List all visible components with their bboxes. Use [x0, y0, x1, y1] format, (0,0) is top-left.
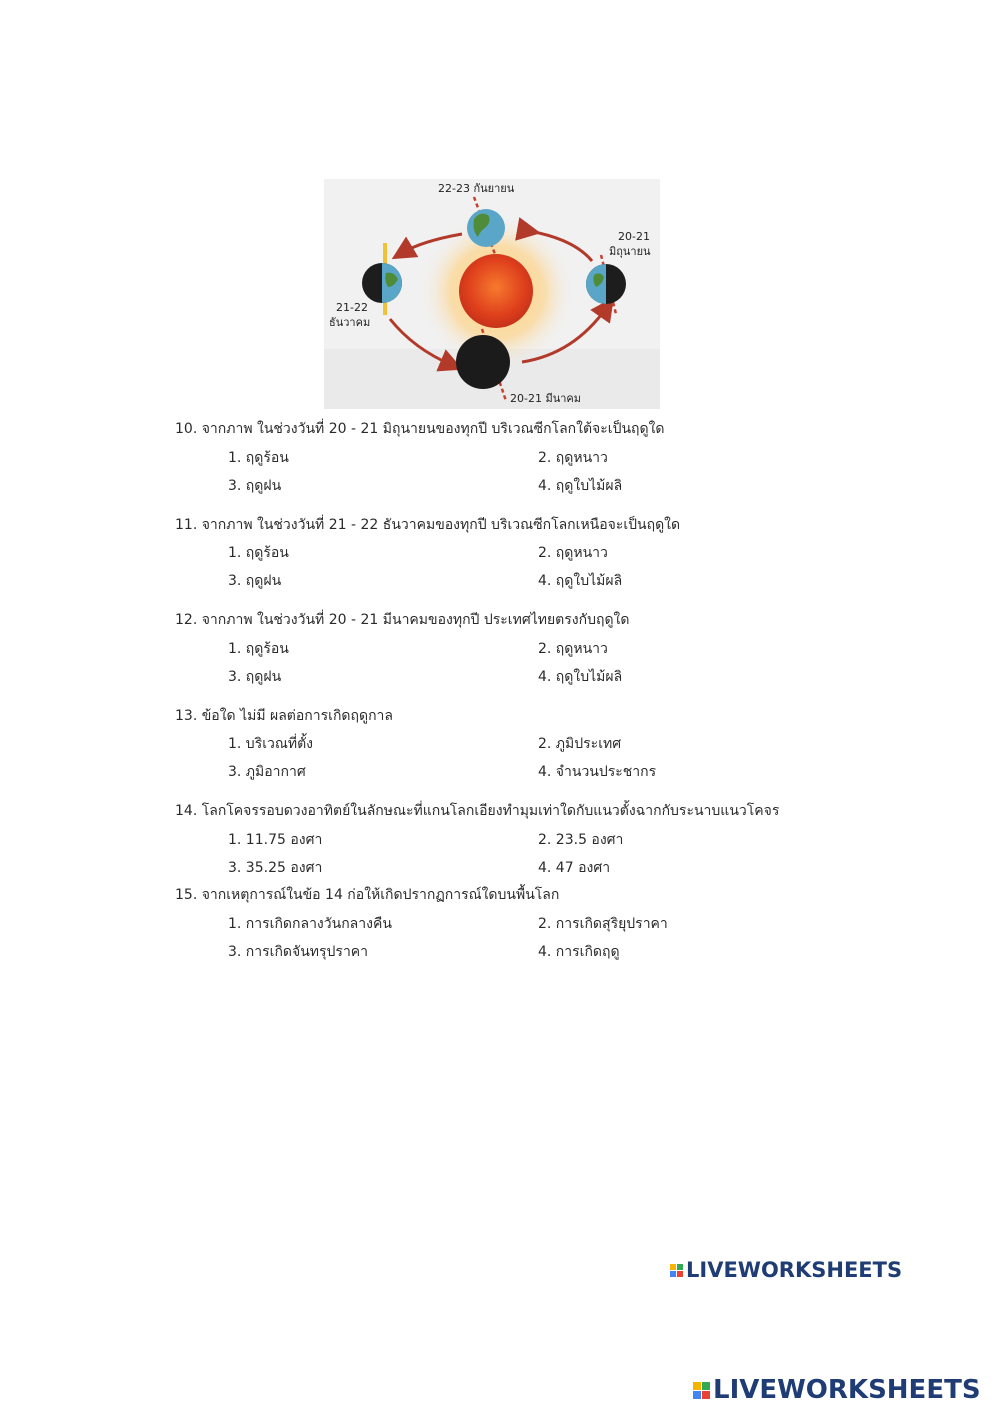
answer-option[interactable]: 3. ภูมิอากาศ	[228, 764, 306, 780]
liveworksheets-logo-secondary	[693, 1375, 981, 1405]
answer-option[interactable]: 1. บริเวณที่ตั้ง	[228, 736, 314, 752]
question-stem: 12. จากภาพ ในช่วงวันที่ 20 - 21 มีนาคมของทุกปี ประเทศไทยตรงกับฤดูใด	[175, 612, 630, 628]
answer-option[interactable]: 3. การเกิดจันทรุปราคา	[228, 944, 369, 960]
answer-option[interactable]: 2. ฤดูหนาว	[538, 450, 608, 466]
question-stem: 11. จากภาพ ในช่วงวันที่ 21 - 22 ธันวาคมของทุกปี บริเวณซีกโลกเหนือจะเป็นฤดูใด	[175, 517, 681, 533]
liveworksheets-mark-icon	[670, 1264, 683, 1277]
liveworksheets-logo-primary	[670, 1258, 902, 1282]
answer-option[interactable]: 3. ฤดูฝน	[228, 478, 282, 494]
answer-option[interactable]: 2. การเกิดสุริยุปราคา	[538, 916, 668, 932]
answer-option[interactable]: 1. 11.75 องศา	[228, 832, 323, 848]
answer-option[interactable]: 4. การเกิดฤดู	[538, 944, 620, 960]
label-june-month: มิถุนายน	[609, 245, 651, 258]
earth-mar	[456, 335, 510, 389]
answer-option[interactable]: 3. 35.25 องศา	[228, 860, 323, 876]
label-june-date: 20-21	[618, 230, 650, 243]
question-stem: 10. จากภาพ ในช่วงวันที่ 20 - 21 มิถุนายนของทุกปี บริเวณซีกโลกใต้จะเป็นฤดูใด	[175, 421, 665, 437]
logo-wordmark: LIVEWORKSHEETS	[713, 1375, 981, 1405]
logo-wordmark: LIVEWORKSHEETS	[686, 1258, 903, 1282]
answer-option[interactable]: 2. ภูมิประเทศ	[538, 736, 622, 752]
answer-option[interactable]: 2. 23.5 องศา	[538, 832, 624, 848]
answer-option[interactable]: 4. ฤดูใบไม้ผลิ	[538, 573, 623, 589]
question-stem: 13. ข้อใด ไม่มี ผลต่อการเกิดฤดูกาล	[175, 708, 393, 724]
answer-option[interactable]: 4. ฤดูใบไม้ผลิ	[538, 669, 623, 685]
question-stem: 14. โลกโคจรรอบดวงอาทิตย์ในลักษณะที่แกนโลกเอียงทำมุมเท่าใดกับแนวตั้งฉากกับระนาบแนวโคจร	[175, 803, 780, 819]
answer-option[interactable]: 4. 47 องศา	[538, 860, 611, 876]
answer-option[interactable]: 2. ฤดูหนาว	[538, 545, 608, 561]
answer-option[interactable]: 1. ฤดูร้อน	[228, 450, 289, 466]
earth-orbit-figure	[324, 179, 660, 409]
liveworksheets-mark-icon	[693, 1382, 710, 1399]
label-march: 20-21 มีนาคม	[510, 392, 582, 405]
label-september: 22-23 กันยายน	[438, 182, 515, 195]
answer-option[interactable]: 4. จำนวนประชากร	[538, 764, 657, 780]
answer-option[interactable]: 3. ฤดูฝน	[228, 573, 282, 589]
orbit-diagram	[324, 179, 660, 409]
answer-option[interactable]: 4. ฤดูใบไม้ผลิ	[538, 478, 623, 494]
label-december-date: 21-22	[336, 301, 368, 314]
label-december-month: ธันวาคม	[329, 316, 371, 329]
answer-option[interactable]: 1. ฤดูร้อน	[228, 545, 289, 561]
sun	[459, 254, 533, 328]
answer-option[interactable]: 3. ฤดูฝน	[228, 669, 282, 685]
question-stem: 15. จากเหตุการณ์ในข้อ 14 ก่อให้เกิดปรากฏการณ์ใดบนพื้นโลก	[175, 887, 560, 903]
answer-option[interactable]: 1. ฤดูร้อน	[228, 641, 289, 657]
answer-option[interactable]: 1. การเกิดกลางวันกลางคืน	[228, 916, 392, 932]
answer-option[interactable]: 2. ฤดูหนาว	[538, 641, 608, 657]
